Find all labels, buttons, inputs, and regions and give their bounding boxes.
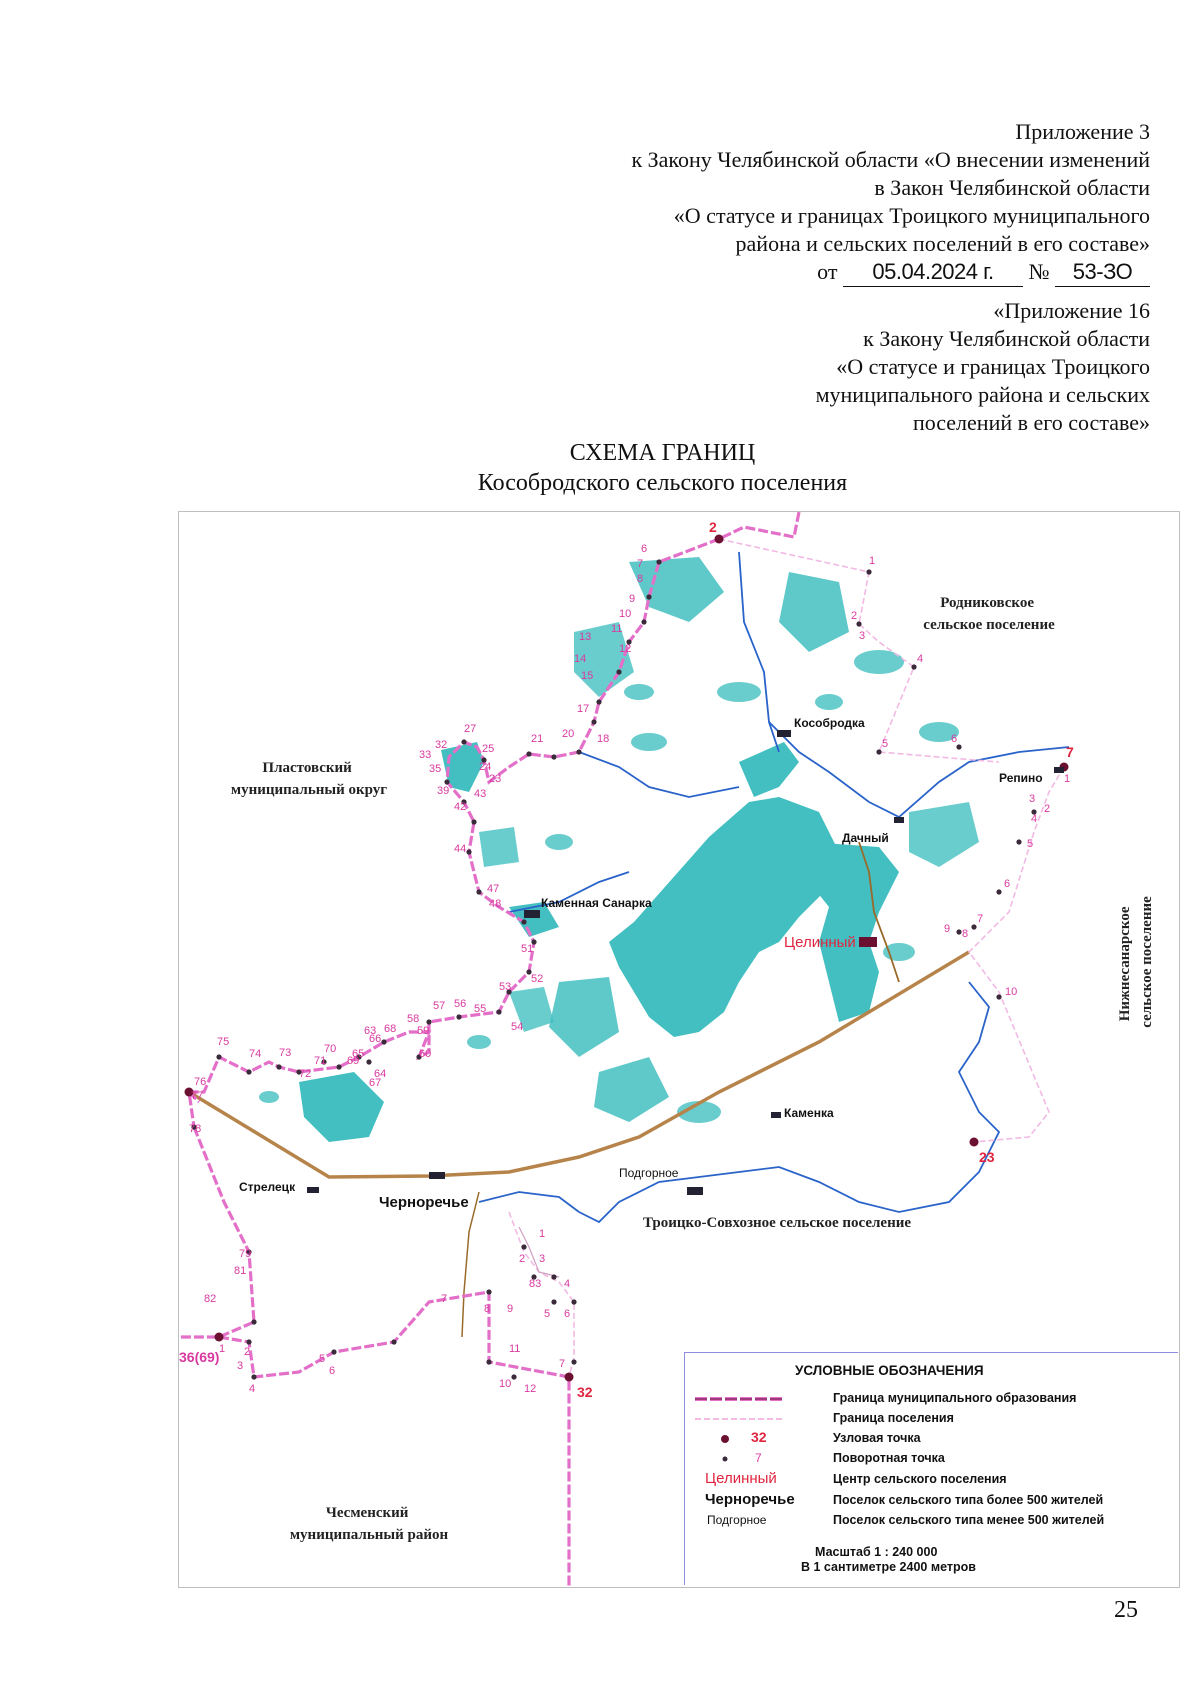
label-kamennaya-sanarka: Каменная Санарка [541, 896, 652, 910]
svg-text:76: 76 [194, 1076, 207, 1088]
svg-text:8: 8 [962, 928, 969, 940]
svg-text:69: 69 [347, 1055, 360, 1067]
svg-text:78: 78 [189, 1123, 202, 1135]
svg-text:11: 11 [611, 623, 623, 635]
river-north [739, 552, 779, 752]
scale-text: Масштаб 1 : 240 000 [815, 1545, 938, 1559]
lake-kosobrodka [739, 742, 799, 797]
svg-text:33: 33 [419, 749, 432, 761]
svg-text:9: 9 [629, 593, 636, 605]
svg-text:4: 4 [564, 1278, 571, 1290]
legend-sample: 7 [755, 1451, 762, 1465]
main-lake [609, 797, 839, 1037]
svg-text:13: 13 [579, 631, 592, 643]
svg-text:1: 1 [219, 1343, 226, 1355]
title-line-2: Кособродского сельского поселения [477, 470, 848, 496]
svg-text:51: 51 [521, 943, 534, 955]
label-repino: Репино [999, 771, 1043, 785]
region-troitsko: Троицко-Совхозное сельское поселение [642, 1215, 912, 1231]
legend-sample: Черноречье [705, 1491, 795, 1508]
svg-text:77: 77 [191, 1090, 204, 1102]
svg-text:48: 48 [489, 898, 502, 910]
svg-text:67: 67 [369, 1077, 382, 1089]
svg-text:2: 2 [851, 610, 858, 622]
label-kamenka: Каменка [784, 1106, 834, 1120]
svg-text:12: 12 [524, 1383, 537, 1395]
settlement-line-icon [685, 1409, 795, 1429]
svg-text:2: 2 [519, 1253, 526, 1265]
svg-text:60: 60 [419, 1048, 432, 1060]
svg-text:53: 53 [499, 981, 512, 993]
svg-text:4: 4 [249, 1383, 256, 1395]
svg-text:5: 5 [882, 738, 889, 750]
svg-text:12: 12 [619, 643, 632, 655]
river-kosobrodka-west [579, 752, 739, 797]
header-line: района и сельских поселений в его составе» [735, 231, 1150, 256]
svg-text:72: 72 [299, 1068, 312, 1080]
river-sanarka-north [769, 722, 1069, 817]
svg-text:10: 10 [1005, 986, 1018, 998]
svg-text:7: 7 [441, 1293, 448, 1305]
appendix-16-header [450, 297, 1150, 437]
svg-text:2: 2 [1044, 803, 1051, 815]
label-dachny: Дачный [842, 831, 889, 845]
svg-text:7: 7 [977, 913, 984, 925]
page-number: 25 [1114, 1597, 1138, 1623]
legend-item-small [685, 1511, 1178, 1531]
svg-text:3: 3 [859, 630, 866, 642]
label-streletsk: Стрелецк [239, 1180, 296, 1194]
legend-item-big [685, 1491, 1178, 1511]
southwest-boundary [179, 1127, 254, 1337]
header-line: Приложение 3 [1015, 119, 1150, 144]
svg-text:64: 64 [374, 1068, 387, 1080]
region-nizhnesanarskoe-l2: сельское поселение [1139, 896, 1155, 1028]
header-line: поселений в его составе» [912, 410, 1150, 435]
header-line: к Закону Челябинской области «О внесении изменений [631, 147, 1150, 172]
svg-text:5: 5 [1027, 838, 1034, 850]
svg-text:10: 10 [619, 608, 632, 620]
region-rodnikovskoe-l1: Родниковское [940, 595, 1035, 611]
municipal-line-icon [685, 1389, 795, 1409]
svg-text:6: 6 [641, 543, 648, 555]
scale-note: В 1 сантиметре 2400 метров [801, 1560, 976, 1574]
legend-item-node [685, 1429, 1178, 1449]
svg-text:5: 5 [319, 1353, 326, 1365]
number-prefix: № [1028, 259, 1050, 284]
patch-south-1 [549, 977, 619, 1057]
region-plastovsky-l2: муниципальный округ [230, 782, 388, 798]
legend-sample: 32 [751, 1429, 767, 1445]
node-2-label: 2 [709, 519, 717, 535]
header-line: к Закону Челябинской области [863, 326, 1150, 351]
svg-text:10: 10 [499, 1378, 512, 1390]
svg-text:14: 14 [574, 653, 587, 665]
svg-text:23: 23 [489, 773, 502, 785]
svg-text:79: 79 [239, 1248, 252, 1260]
page-title [0, 438, 1200, 498]
svg-text:56: 56 [454, 998, 467, 1010]
legend-sample: Подгорное [707, 1513, 767, 1527]
svg-text:27: 27 [464, 723, 477, 735]
legend-title: УСЛОВНЫЕ ОБОЗНАЧЕНИЯ [795, 1363, 984, 1378]
svg-text:1: 1 [869, 555, 876, 567]
nizhnesanarskoe-border [969, 767, 1064, 1142]
legend-label: Поворотная точка [833, 1451, 945, 1465]
svg-text:47: 47 [487, 883, 500, 895]
date-prefix: от [817, 259, 838, 284]
patch-north [629, 557, 724, 622]
svg-text:81: 81 [234, 1265, 247, 1277]
header-line: «О статусе и границах Троицкого [836, 354, 1150, 379]
svg-text:57: 57 [433, 1000, 446, 1012]
svg-text:1: 1 [1064, 773, 1071, 785]
label-chernorechye: Черноречье [379, 1194, 469, 1211]
patch-south-2 [594, 1057, 669, 1122]
svg-text:63: 63 [364, 1025, 377, 1037]
legend-label: Поселок сельского типа более 500 жителей [833, 1493, 1104, 1507]
svg-text:7: 7 [559, 1358, 566, 1370]
svg-text:42: 42 [454, 801, 467, 813]
patch-ne [779, 572, 849, 652]
region-plastovsky-l1: Пластовский [262, 760, 352, 776]
svg-text:39: 39 [437, 785, 450, 797]
node-23-label: 23 [979, 1149, 995, 1165]
svg-text:73: 73 [279, 1047, 292, 1059]
svg-text:9: 9 [944, 923, 951, 935]
svg-text:3: 3 [539, 1253, 546, 1265]
legend-label: Поселок сельского типа менее 500 жителей [833, 1513, 1105, 1527]
node-point-icon [685, 1429, 795, 1449]
label-podgornoe: Подгорное [619, 1166, 679, 1180]
svg-text:8: 8 [637, 573, 644, 585]
svg-text:74: 74 [249, 1048, 262, 1060]
patch-w-3 [479, 827, 519, 867]
svg-text:54: 54 [511, 1021, 524, 1033]
map-legend [684, 1352, 1178, 1585]
svg-text:20: 20 [562, 728, 575, 740]
svg-text:15: 15 [581, 670, 594, 682]
svg-text:66: 66 [369, 1033, 382, 1045]
svg-text:82: 82 [204, 1293, 217, 1305]
header-line: муниципального района и сельских [815, 382, 1150, 407]
svg-text:6: 6 [1004, 878, 1011, 890]
svg-text:2: 2 [244, 1346, 251, 1358]
legend-item-turn [685, 1449, 1178, 1469]
svg-text:32: 32 [435, 739, 448, 751]
legend-sample: Целинный [705, 1470, 777, 1487]
svg-text:17: 17 [577, 703, 590, 715]
legend-item-municipal [685, 1389, 1178, 1409]
svg-text:43: 43 [474, 788, 487, 800]
svg-text:71: 71 [314, 1055, 327, 1067]
region-nizhnesanarskoe [1117, 896, 1155, 1028]
patch-east [909, 802, 979, 867]
svg-text:52: 52 [531, 973, 544, 985]
svg-text:65: 65 [352, 1048, 365, 1060]
region-rodnikovskoe [923, 595, 1055, 633]
header-line: «Приложение 16 [993, 298, 1150, 323]
svg-text:18: 18 [597, 733, 610, 745]
svg-text:55: 55 [474, 1003, 487, 1015]
svg-text:1: 1 [539, 1228, 546, 1240]
legend-label: Граница поселения [833, 1411, 954, 1425]
svg-text:24: 24 [479, 761, 492, 773]
header-line: «О статусе и границах Троицкого муниципального [673, 203, 1150, 228]
svg-text:9: 9 [507, 1303, 514, 1315]
header-line: в Закон Челябинской области [874, 175, 1150, 200]
label-kosobrodka: Кособродка [794, 716, 865, 730]
svg-text:59: 59 [417, 1025, 430, 1037]
region-chesmensky-l2: муниципальный район [289, 1527, 449, 1543]
node-32-label: 32 [577, 1384, 593, 1400]
road-south [462, 1192, 479, 1337]
region-nizhnesanarskoe-l1: Нижнесанарское [1117, 906, 1133, 1022]
region-rodnikovskoe-l2: сельское поселение [923, 617, 1055, 633]
svg-text:4: 4 [1031, 813, 1038, 825]
svg-text:25: 25 [482, 743, 495, 755]
lake-tselinny [809, 842, 899, 1022]
svg-text:5: 5 [544, 1308, 551, 1320]
svg-text:4: 4 [917, 653, 924, 665]
region-chesmensky-l1: Чесменский [325, 1505, 409, 1521]
law-date: 05.04.2024 г. [843, 258, 1023, 287]
svg-text:6: 6 [329, 1365, 336, 1377]
law-number: 53-ЗО [1055, 258, 1150, 287]
svg-text:83: 83 [529, 1278, 542, 1290]
svg-text:11: 11 [509, 1343, 521, 1355]
svg-text:7: 7 [637, 558, 644, 570]
legend-label: Узловая точка [833, 1431, 921, 1445]
svg-text:3: 3 [1029, 793, 1036, 805]
svg-text:70: 70 [324, 1043, 337, 1055]
node-7-label: 7 [1066, 744, 1074, 760]
node-36-label: 36(69) [179, 1349, 220, 1365]
svg-text:58: 58 [407, 1013, 420, 1025]
svg-text:75: 75 [217, 1036, 230, 1048]
svg-text:8: 8 [484, 1303, 491, 1315]
legend-label: Центр сельского поселения [833, 1472, 1007, 1486]
title-line-1: СХЕМА ГРАНИЦ [569, 440, 756, 466]
law-date-number [450, 258, 1150, 287]
region-plastovsky [231, 760, 387, 798]
appendix-header [450, 118, 1150, 287]
svg-text:35: 35 [429, 763, 442, 775]
legend-label: Граница муниципального образования [833, 1391, 1077, 1405]
svg-text:3: 3 [237, 1360, 244, 1372]
boundary-map [178, 511, 1180, 1588]
svg-text:44: 44 [454, 843, 467, 855]
turn-point-icon [685, 1449, 795, 1469]
svg-text:6: 6 [951, 733, 958, 745]
region-chesmensky [290, 1505, 449, 1543]
label-tselinny: Целинный [784, 934, 856, 951]
svg-text:21: 21 [531, 733, 544, 745]
svg-text:6: 6 [564, 1308, 571, 1320]
legend-item-settlement [685, 1409, 1178, 1429]
legend-item-center [685, 1470, 1178, 1490]
river-west [479, 1192, 579, 1212]
svg-text:68: 68 [384, 1023, 397, 1035]
